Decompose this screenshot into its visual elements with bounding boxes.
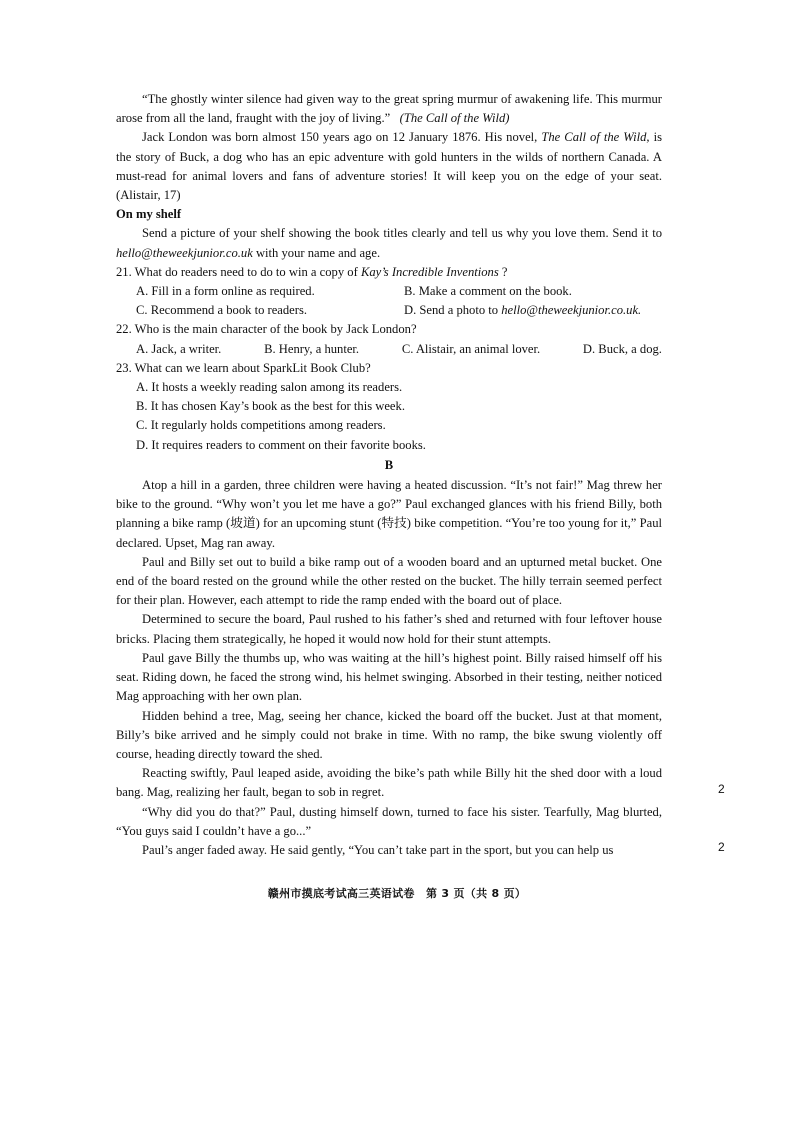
story-paragraph-1: Atop a hill in a garden, three children were having a heated discussion. “It’s not fair!” Mag threw her bike to the ground. “Why won’t you let me have a go?” Paul exchanged glances with his friend Billy, both planning a bike ramp (坡道) for an upcoming stunt (特技) bike competition. “You’re too young for it,” Paul declared. Upset, Mag ran away. [116, 478, 662, 550]
section-b-title: B [384, 457, 394, 472]
quote-paragraph: “The ghostly winter silence had given way to the great spring murmur of awakening life. This murmur arose from all the land, fraught with the joy of living.” (The Call of the Wild) [116, 92, 662, 126]
option-21-c: C. Recommend a book to readers. [136, 303, 308, 318]
option-22-c: C. Alistair, an animal lover. [401, 341, 541, 356]
question-22-stem: 22. Who is the main character of the book by Jack London? [116, 322, 417, 337]
story-paragraph-8: Paul’s anger faded away. He said gently, “You can’t take part in the sport, but you can help us [142, 842, 614, 857]
story-paragraph-4: Paul gave Billy the thumbs up, who was waiting at the hill’s highest point. Billy raised himself off his seat. Riding down, he faced the strong wind, his helmet swinging. Absorbed in their testing, neither noticed Mag approaching with her own plan. [116, 650, 662, 704]
option-22-d: D. Buck, a dog. [582, 341, 662, 356]
option-23-a: A. It hosts a weekly reading salon among its readers. [136, 380, 403, 395]
option-22-a: A. Jack, a writer. [136, 341, 222, 356]
page-footer: 赣州市摸底考试高三英语试卷 第 3 页（共 8 页） [267, 887, 527, 900]
option-21-a: A. Fill in a form online as required. [136, 284, 315, 299]
question-22-options [116, 340, 662, 359]
story-paragraph-7: “Why did you do that?” Paul, dusting himself down, turned to face his sister. Tearfully, Mag blurted, “You guys said I couldn’t have a go...” [116, 804, 662, 838]
option-22-b: B. Henry, a hunter. [264, 341, 360, 356]
jack-london-paragraph: Jack London was born almost 150 years ago on 12 January 1876. His novel, The Call of the Wild, is the story of Buck, a dog who has an epic adventure with gold hunters in the wilds of northern Canada. A must-read for animal lovers and fans of adventure stories! It will keep you on the edge of your seat. (Alistair, 17) [116, 130, 662, 203]
shelf-email: hello@theweekjunior.co.uk [116, 245, 253, 260]
shelf-paragraph: Send a picture of your shelf showing the book titles clearly and tell us why you love them. Send it to hello@theweekjunior.co.uk with your name and age. [116, 226, 662, 260]
story-paragraph-6: Reacting swiftly, Paul leaped aside, avoiding the bike’s path while Billy hit the shed door with a loud bang. Mag, realizing her fault, began to sob in regret. [116, 766, 662, 800]
question-21 [116, 263, 662, 321]
book-title: The Call of the Wild, [541, 130, 650, 145]
option-23-d: D. It requires readers to comment on their favorite books. [136, 437, 426, 452]
option-21-b: B. Make a comment on the book. [404, 284, 572, 299]
question-22 [116, 320, 662, 358]
exam-page [116, 90, 662, 860]
question-23-stem: 23. What can we learn about SparkLit Book Club? [116, 360, 371, 375]
question-21-options [116, 282, 662, 320]
question-23 [116, 359, 662, 455]
option-23-b: B. It has chosen Kay’s book as the best for this week. [136, 399, 405, 414]
margin-mark: 2 [718, 782, 725, 796]
story-paragraph-5: Hidden behind a tree, Mag, seeing her chance, kicked the board off the bucket. Just at that moment, Billy’s bike arrived and he simply could not brake in time. With no ramp, the bike swung violently off course, heading directly toward the shed. [116, 708, 662, 761]
option-21-d: D. Send a photo to hello@theweekjunior.co.uk. [404, 303, 642, 318]
story-paragraph-3: Determined to secure the board, Paul rushed to his father’s shed and returned with four leftover house bricks. Placing them strategically, he hoped it would now hold for their stunt attempts. [116, 612, 662, 646]
margin-mark: 2 [718, 840, 725, 854]
quote-source: (The Call of the Wild) [399, 111, 510, 126]
shelf-heading: On my shelf [116, 207, 182, 222]
question-21-stem: 21. What do readers need to do to win a copy of Kay’s Incredible Inventions ? [116, 264, 508, 279]
story-paragraph-2: Paul and Billy set out to build a bike ramp out of a wooden board and an upturned metal bucket. One end of the board rested on the ground while the other rested on the bucket. The hilly terrain seemed perfect for their plan. However, each attempt to ride the ramp ended with the board out of place. [116, 554, 662, 608]
option-23-c: C. It regularly holds competitions among readers. [136, 418, 386, 433]
